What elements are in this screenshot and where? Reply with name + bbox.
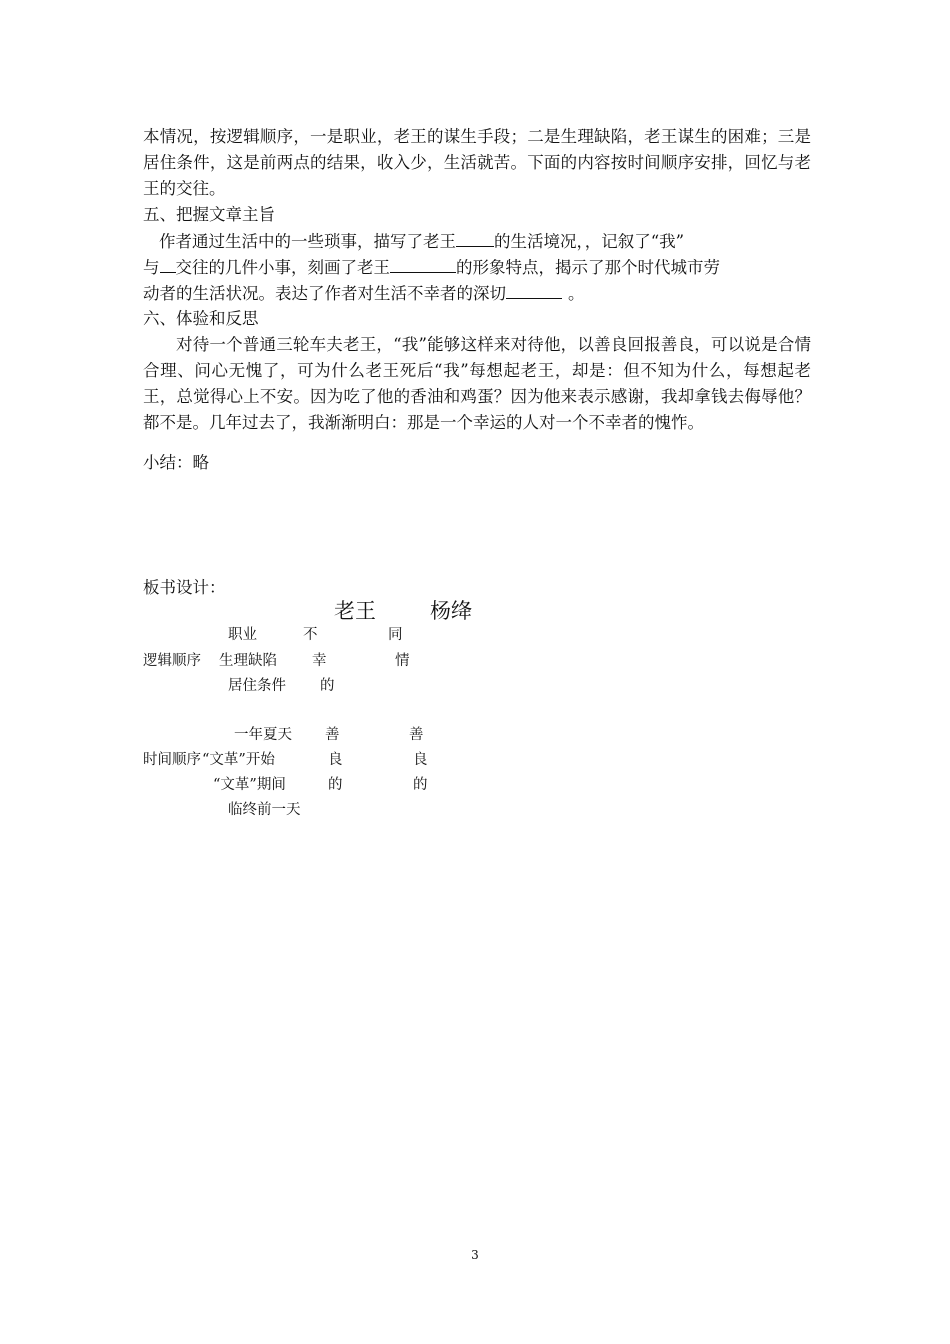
theme-text-2b: 交往的几件小事，刻画了老王 [175,258,390,277]
theme-text-1a: 作者通过生活中的一些琐事，描写了老王 [159,232,456,251]
theme-line-3 [143,280,585,307]
time-col-b1-0: 善 [325,727,340,743]
time-col-b1-2: 的 [328,777,343,793]
board-title: 老王 [334,599,376,623]
time-col-b2-2: 的 [413,777,428,793]
page-number: 3 [471,1248,479,1262]
theme-line-1 [159,228,684,255]
theme-text-3b: 。 [568,284,585,303]
theme-text-2c: 的形象特点，揭示了那个时代城市劳 [456,258,720,277]
answer-blank-2[interactable] [160,254,176,273]
theme-text-2a: 与 [143,258,160,277]
theme-line-2 [143,254,720,281]
board-design-label: 板书设计： [143,578,226,597]
section-six-heading: 六、体验和反思 [143,309,259,328]
theme-text-1b: 的生活境况，，记叙了“我” [494,232,685,251]
reflection-paragraph: 对待一个普通三轮车夫老王，“我”能够这样来对待他，以善良回报善良，可以说是合情合理、问心无愧了，可为什么老王死后“我”每想起老王，却是：但不知为什么，每想起老王，总觉得心上不安。因为吃了他的香油和鸡蛋？因为他来表示感谢，我却拿钱去侮辱他？都不是。几年过去了，我渐渐明白：那是一个幸运的人对一个不幸者的愧怍。 [143,335,811,432]
answer-blank-4[interactable] [506,280,562,299]
logic-col-a1-1: 幸 [312,653,327,669]
time-order-label: 时间顺序 [143,752,201,768]
time-col-b2-1: 良 [413,752,428,768]
summary-line: 小结：略 [143,453,209,472]
answer-blank-1[interactable] [456,228,494,247]
logic-col-a1-2: 的 [320,678,335,694]
time-col-b2-0: 善 [409,727,424,743]
board-author: 杨绛 [430,599,472,623]
time-item-last-day: 临终前一天 [228,802,301,818]
logic-item-housing: 居住条件 [228,678,286,694]
time-item-start: “文革”开始 [202,752,275,768]
logic-col-a1-0: 不 [303,627,318,643]
time-item-during: “文革”期间 [213,777,286,793]
time-col-b1-1: 良 [328,752,343,768]
section-five-heading: 五、把握文章主旨 [143,205,275,224]
time-item-summer: 一年夏天 [234,727,292,743]
logic-col-a2-1: 情 [395,653,410,669]
logic-col-a2-0: 同 [388,627,403,643]
logic-item-defect: 生理缺陷 [219,653,277,669]
intro-paragraph: 本情况，按逻辑顺序，一是职业，老王的谋生手段；二是生理缺陷，老王谋生的困难；三是居住条件，这是前两点的结果，收入少，生活就苦。下面的内容按时间顺序安排，回忆与老王的交往。 [143,127,811,198]
answer-blank-3[interactable] [390,254,456,273]
logic-item-occupation: 职业 [228,627,257,643]
logic-order-label: 逻辑顺序 [143,653,201,669]
theme-text-3a: 动者的生活状况。表达了作者对生活不幸者的深切 [143,284,506,303]
